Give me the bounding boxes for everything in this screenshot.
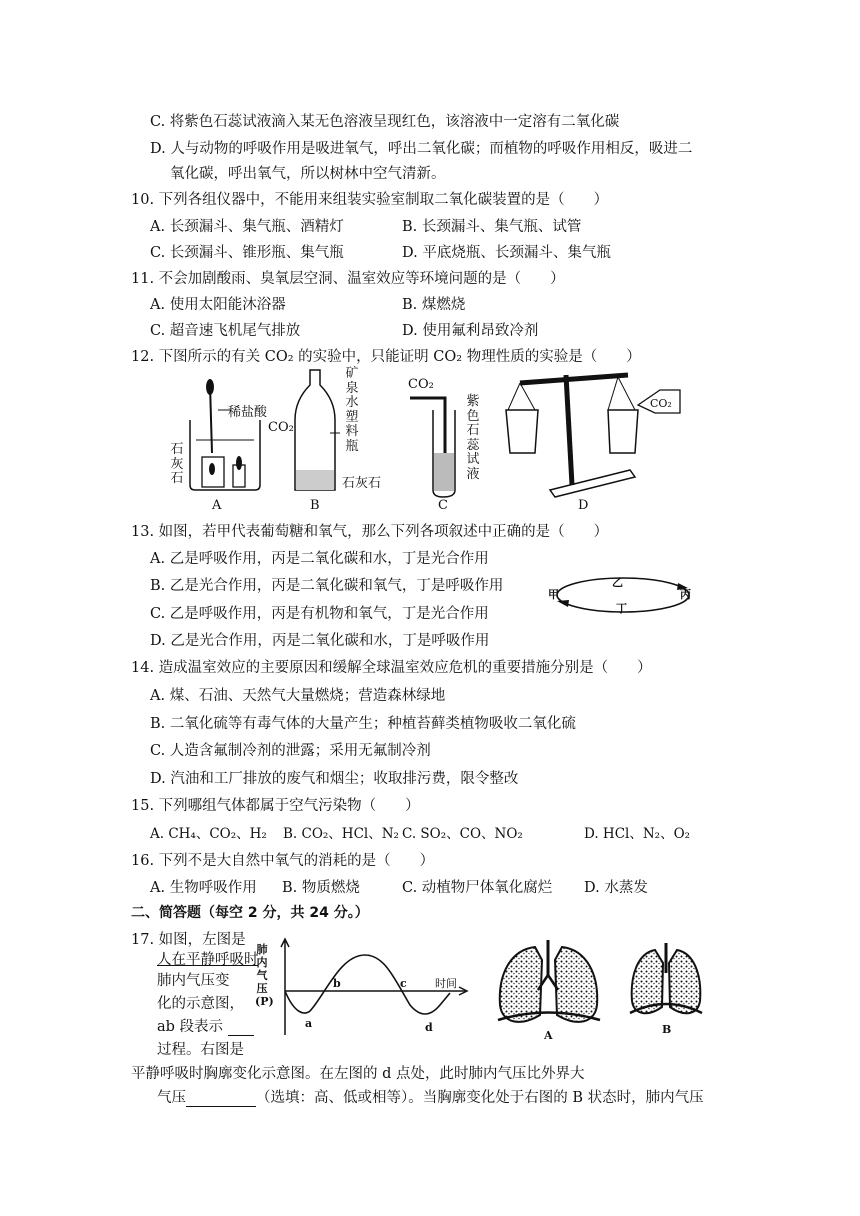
question-17-line6: 过程。右图是 xyxy=(157,1042,244,1058)
label-b: B xyxy=(310,498,320,513)
question-12: 12. 下图所示的有关 CO₂ 的实验中，只能证明 CO₂ 物理性质的实验是（ ） xyxy=(131,349,641,365)
q10-option-b: B. 长颈漏斗、集气瓶、试管 xyxy=(402,219,582,235)
y-axis-label: 肺内气压(P) xyxy=(255,943,274,1008)
pressure-graph xyxy=(255,935,470,1040)
point-b: b xyxy=(333,977,341,990)
label-jia: 甲 xyxy=(548,588,559,601)
q13-option-a: A. 乙是呼吸作用，丙是二氧化碳和水，丁是光合作用 xyxy=(150,551,489,567)
q10-option-a: A. 长颈漏斗、集气瓶、酒精灯 xyxy=(150,219,344,235)
x-axis-label: 时间 xyxy=(435,977,457,990)
label-bottle: 矿泉水塑料瓶 xyxy=(345,366,359,454)
question-17-line8a: 气压 xyxy=(157,1090,186,1106)
label-ding: 丁 xyxy=(616,602,627,615)
point-d: d xyxy=(425,1021,433,1034)
q10-option-d: D. 平底烧瓶、长颈漏斗、集气瓶 xyxy=(402,245,611,261)
question-17-line5-wrap xyxy=(157,1015,254,1036)
point-c: c xyxy=(400,977,407,990)
label-bing: 丙 xyxy=(680,588,691,601)
q11-option-d: D. 使用氟利昂致冷剂 xyxy=(402,323,539,339)
q11-option-b: B. 煤燃烧 xyxy=(402,297,466,313)
question-17-line5: ab 段表示 xyxy=(157,1019,224,1035)
q13-option-c: C. 乙是呼吸作用，丙是有机物和氧气，丁是光合作用 xyxy=(150,606,489,622)
question-11: 11. 不会加剧酸雨、臭氧层空洞、温室效应等环境问题的是（ ） xyxy=(131,271,565,287)
point-a: a xyxy=(305,1017,313,1030)
q16-option-c: C. 动植物尸体氧化腐烂 xyxy=(402,880,553,896)
q11-option-a: A. 使用太阳能沐浴器 xyxy=(150,297,286,313)
co2-experiments-figure xyxy=(160,365,720,515)
q15-option-d: D. HCl、N₂、O₂ xyxy=(584,826,691,842)
question-17-line8 xyxy=(157,1086,704,1107)
question-17-line3: 肺内气压变 xyxy=(157,973,230,989)
label-co2-c: CO₂ xyxy=(408,377,434,392)
answer-blank-1[interactable] xyxy=(228,1021,254,1036)
label-co2-b: CO₂ xyxy=(268,420,294,435)
lungs-drawing xyxy=(490,935,720,1045)
question-17-line8b: （选填：高、低或相等）。当胸廓变化处于右图的 B 状态时，肺内气压 xyxy=(256,1090,704,1106)
q16-option-b: B. 物质燃烧 xyxy=(282,880,360,896)
q11-option-c: C. 超音速飞机尾气排放 xyxy=(150,323,301,339)
question-16: 16. 下列不是大自然中氧气的消耗的是（ ） xyxy=(131,853,435,869)
q15-option-c: C. SO₂、CO、NO₂ xyxy=(402,826,523,842)
label-a: A xyxy=(212,498,222,513)
label-limestone-b: 石灰石 xyxy=(342,476,382,491)
option-9d-cont: 氧化碳，呼出氧气，所以树林中空气清新。 xyxy=(170,166,446,182)
question-17-line7: 平静呼吸时胸廓变化示意图。在左图的 d 点处，此时肺内气压比外界大 xyxy=(131,1066,585,1082)
option-9c: C. 将紫色石蕊试液滴入某无色溶液呈现红色，该溶液中一定溶有二氧化碳 xyxy=(150,114,620,130)
q14-option-d: D. 汽油和工厂排放的废气和烟尘；收取排污费，限令整改 xyxy=(150,771,519,787)
label-lung-b: B xyxy=(662,1023,672,1036)
question-14: 14. 造成温室效应的主要原因和缓解全球温室效应危机的重要措施分别是（ ） xyxy=(131,660,652,676)
cycle-diagram xyxy=(548,574,698,624)
q13-option-b: B. 乙是光合作用，丙是二氧化碳和氧气，丁是呼吸作用 xyxy=(150,578,504,594)
question-15: 15. 下列哪组气体都属于空气污染物（ ） xyxy=(131,798,420,814)
label-c: C xyxy=(438,498,448,513)
question-10: 10. 下列各组仪器中，不能用来组装实验室制取二氧化碳装置的是（ ） xyxy=(131,192,609,208)
label-co2-d: CO₂ xyxy=(650,397,672,410)
q10-option-c: C. 长颈漏斗、锥形瓶、集气瓶 xyxy=(150,245,344,261)
question-17-line4: 化的示意图， xyxy=(157,996,244,1012)
section-2-heading: 二、简答题（每空 2 分，共 24 分。） xyxy=(131,905,369,921)
q16-option-a: A. 生物呼吸作用 xyxy=(150,880,257,896)
label-litmus: 紫色石蕊试液 xyxy=(466,394,480,482)
question-17-line1: 17. 如图，左图是 xyxy=(131,932,246,948)
q14-option-b: B. 二氧化硫等有毒气体的大量产生；种植苔藓类植物吸收二氧化硫 xyxy=(150,716,576,732)
q15-option-a: A. CH₄、CO₂、H₂ xyxy=(150,826,267,842)
question-13: 13. 如图，若甲代表葡萄糖和氧气，那么下列各项叙述中正确的是（ ） xyxy=(131,524,609,540)
thorax-diagram xyxy=(490,935,720,1045)
answer-blank-2[interactable] xyxy=(186,1092,256,1107)
cycle-ellipse xyxy=(548,574,698,624)
q13-option-d: D. 乙是光合作用，丙是二氧化碳和水，丁是呼吸作用 xyxy=(150,633,490,649)
label-lung-a: A xyxy=(544,1029,553,1042)
q14-option-c: C. 人造含氟制冷剂的泄露；采用无氟制冷剂 xyxy=(150,743,431,759)
co2-experiments-drawing xyxy=(160,365,720,515)
q15-option-b: B. CO₂、HCl、N₂ xyxy=(283,826,399,842)
label-yi: 乙 xyxy=(612,576,623,589)
label-d: D xyxy=(578,498,589,513)
label-dilute-hcl: 稀盐酸 xyxy=(228,405,268,420)
q14-option-a: A. 煤、石油、天然气大量燃烧；营造森林绿地 xyxy=(150,688,446,704)
label-limestone-a: 石灰石 xyxy=(170,442,184,486)
question-17-line2: 人在平静呼吸时 xyxy=(157,952,259,968)
q16-option-d: D. 水蒸发 xyxy=(584,880,648,896)
option-9d: D. 人与动物的呼吸作用是吸进氧气，呼出二氧化碳；而植物的呼吸作用相反，吸进二 xyxy=(150,141,693,157)
